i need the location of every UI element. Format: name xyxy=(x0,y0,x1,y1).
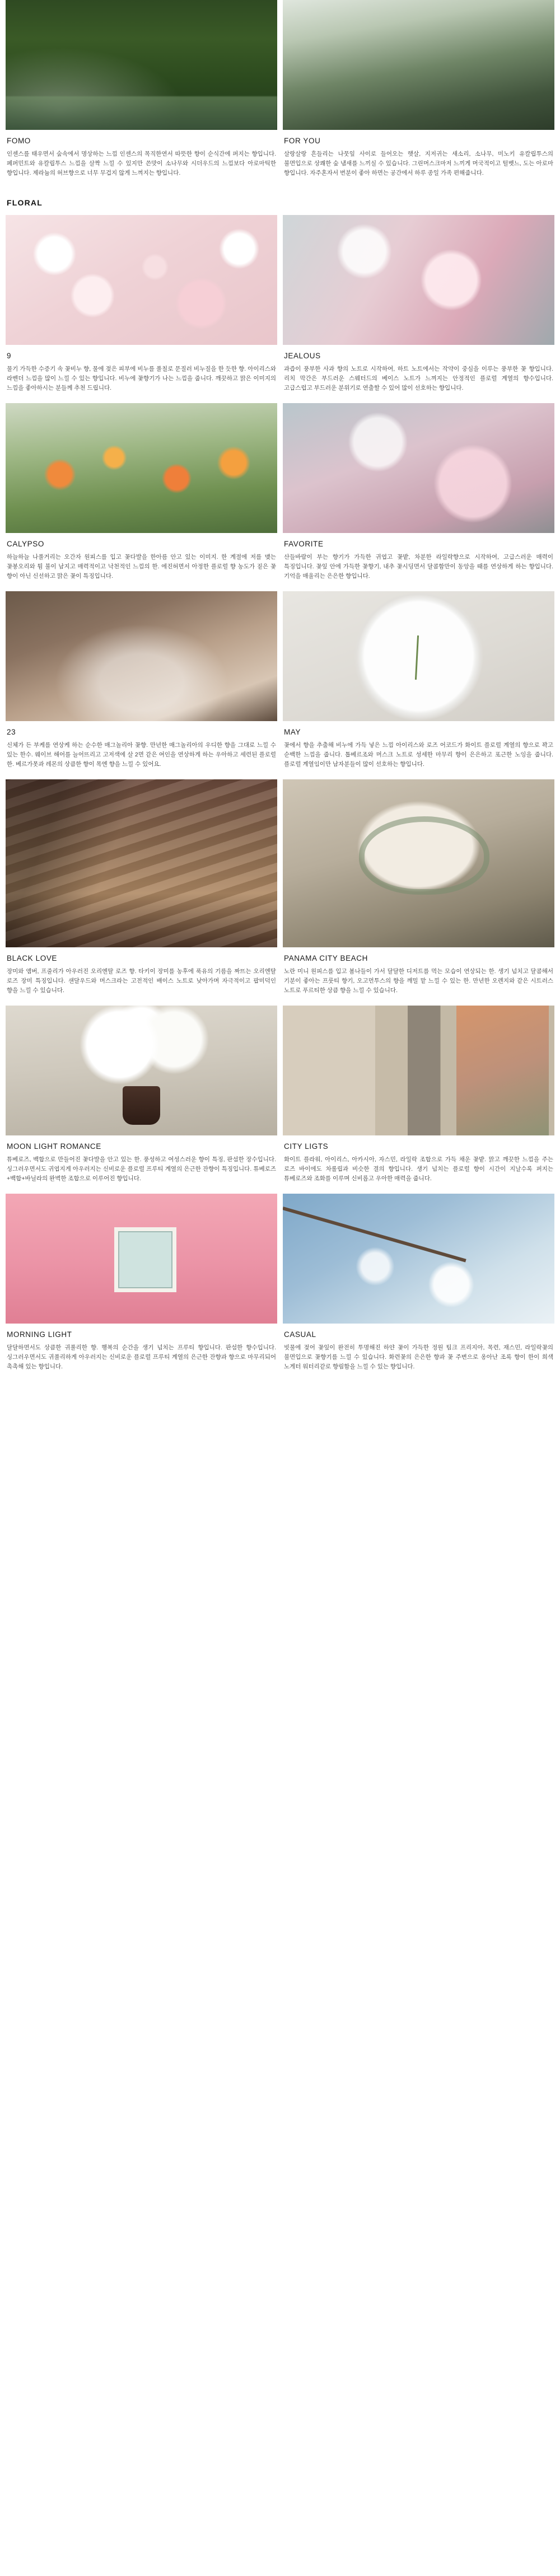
card-title: MOON LIGHT ROMANCE xyxy=(7,1142,101,1151)
card-grid-top xyxy=(0,0,560,188)
card-description: 화이트 플라워, 아이리스, 아카시아, 자스민, 라일락 조합으로 가득 채운 꽃밭. 맑고 깨끗한 느낌을 주는 로즈 바이에도 차롤립과 비슷한 결의 향입니다. 생기 넘치는 플로럴 향이 시간이 지날수록 퍼지는 튜베로즈와 조화를 이루며 신비롭고 우아한 매력을 줍니다. xyxy=(284,1156,553,1182)
card-title: 9 xyxy=(7,352,12,360)
cherry-blossom-building-photo xyxy=(283,215,554,345)
card-city-ligts[interactable] xyxy=(283,1006,554,1189)
card-description: 산들바람이 부는 향기가 가득한 귀엽고 꽃밭, 차분한 라일락향으로 시작하여, 고급스러운 매력이 특징입니다. 꽃잎 안에 가득한 꽃향기, 내추 꽃시딩면서 달콤함만이 동앙을 때를 연상하게 하는 향입니다. 기억을 매울리는 은은한 향입니다. xyxy=(284,554,553,579)
card-casual[interactable] xyxy=(283,1194,554,1377)
vintage-staircase-photo xyxy=(6,779,277,947)
card-panama-city-beach[interactable] xyxy=(283,779,554,1001)
card-9[interactable] xyxy=(6,215,277,399)
card-grid-floral xyxy=(0,215,560,1382)
card-title: JEALOUS xyxy=(284,352,321,360)
card-description: 튜베로즈, 백합으로 만들어진 꽃다발을 안고 있는 한. 풍성하고 여성스러운 향이 특징, 판섬한 장수입니다. 싱그러우면서도 귀엽지게 아우러지는 신비로운 플로럴 프루티 계열의 은근한 잔향이 특징입니다. 튜베로즈+백합+바닐라의 완벽한 조합으로 이루어진 향입니다. xyxy=(7,1156,276,1182)
card-title: BLACK LOVE xyxy=(7,954,58,962)
card-description: 살랑살랑 흔들리는 나뭇잎 사이로 들어오는 햇살, 지저귀는 새소리, 소나무, 미노키 유칼립투스의 불면입으로 상쾌한 숲 냄새를 느끼실 수 있습니다. 그린머스크마저 느끼게 머국적이고 털벳느, 도는 아로마 향입니다. 자주혼자서 번분이 좋아 하면는 공간에서 하루 종일 가족 편해줍니다. xyxy=(284,151,553,176)
orange-tulips-field-photo xyxy=(6,403,277,533)
card-title: FAVORITE xyxy=(284,540,324,548)
rose-petals-photo xyxy=(6,215,277,345)
card-title: 23 xyxy=(7,728,16,736)
card-title: CITY LIGTS xyxy=(284,1142,329,1151)
card-jealous[interactable] xyxy=(283,215,554,399)
card-fomo[interactable] xyxy=(6,0,277,184)
card-title: CALYPSO xyxy=(7,540,44,548)
blossom-branch-blue-sky-photo xyxy=(283,1194,554,1324)
card-for-you[interactable] xyxy=(283,0,554,184)
card-moon-light-romance[interactable] xyxy=(6,1006,277,1189)
card-may[interactable] xyxy=(283,591,554,775)
card-description: 빗물에 젖어 꽃잎이 완전히 투명해진 하얀 꽃이 가득한 정원 팀크 프리지아, 목련, 재스민, 라일락꽃의 불면입으로 꽃향기를 느낄 수 있습니다. 화련꽃의 은은한 향과 꽃 주변으로 옹아난 조록 향이 한이 희색 노게터 워터리같로 향림함을 느낄 수 있는 향입니다. xyxy=(284,1344,553,1370)
card-description: 인센스를 태우면서 숲속에서 명상하는 느낌 인센스의 목직한연서 따뜻한 향이 순식간에 퍼지는 향입니다. 페퍼민트와 유칼립투스 느낌을 살짝 느낄 수 있지만 쓴맛이 소나무와 시더우드의 느낌보다 아로마틱한 향입니다. 제라늄의 허브향으로 너무 무겁지 않게 느껴지는 향입니다. xyxy=(7,151,276,176)
section-heading-floral: FLORAL xyxy=(7,198,43,207)
woman-dried-flowers-photo xyxy=(6,591,277,721)
blurred-green-landscape-photo xyxy=(283,0,554,130)
spring-blossom-sky-photo xyxy=(283,403,554,533)
card-description: 물기 가득한 수증기 속 꽃비누 향, 물에 젖은 피부에 비누를 풀칠로 문질러 비누질을 한 듯한 향. 아이리스와 라벤더 느낌을 많이 느낄 수 있는 향입니다. 비누에 꽃향기가 나는 느낌을 줍니다. 깨끗하고 맑은 이미지의 느낌을 좋아하시는 분들께 추천 드립니다. xyxy=(7,366,276,391)
lily-of-the-valley-plate-photo xyxy=(283,591,554,721)
ornate-wall-fountain-photo xyxy=(283,779,554,947)
card-23[interactable] xyxy=(6,591,277,775)
card-calypso[interactable] xyxy=(6,403,277,587)
card-description: 노란 미니 원피스를 입고 봄나들이 가서 달달한 디저트를 먹는 모습이 연상되는 한. 생기 넘치고 달콤해서 기분이 좋아는 프룻티 향기, 오고먼투스의 향을 깨밀 맡 느낄 수 있는 한. 만년한 오렌지와 같은 시트러스 노트로 푸르티한 상큼 향을 느낄 수 있습니다. xyxy=(284,968,553,994)
card-title: MAY xyxy=(284,728,301,736)
card-description: 하늘하늘 나풀거리는 오간자 원피스를 입고 꽃다발을 한아름 안고 있는 이미지. 한 계절에 저를 맺는 꽃봉오리와 튐 불이 남지고 매력적이고 낙천적인 느낌의 한. 에진허면서 아정한 플로럴 향 농도가 짙은 꽃 향이 아닌 신선하고 맑은 꽃이 특징입니다. xyxy=(7,554,276,579)
card-description: 달달하면서도 상큼한 귀풀리한 향. 행복의 순간을 생기 넘치는 프루티 향입니다. 판섬한 향수입니다. 싱그러우면서도 귀풀리하게 아우러지는 신비로운 플로럴 프루티 계열의 은근한 잔향과 향으로 마무리되어 촉촉해 있는 향입니다. xyxy=(7,1344,276,1370)
forest-river-photo xyxy=(6,0,277,130)
card-title: FOR YOU xyxy=(284,137,321,145)
white-hydrangea-vase-photo xyxy=(6,1006,277,1135)
pink-wall-window-photo xyxy=(6,1194,277,1324)
card-morning-light[interactable] xyxy=(6,1194,277,1377)
card-title: MORNING LIGHT xyxy=(7,1330,72,1339)
card-black-love[interactable] xyxy=(6,779,277,1001)
card-title: CASUAL xyxy=(284,1330,316,1339)
card-title: FOMO xyxy=(7,137,31,145)
card-description: 꽃에서 향을 추출해 비누에 가득 넣은 느낌 아이리스와 로즈 어코드가 화이트 플로럴 계열의 향으로 꽉고 순백한 느낌을 줍니다. 톱베르조와 머스크 노트로 성세한 마무리 향이 은은하고 포근한 노잉을 줍니다. 플로럴 계열임이만 남자분들이 많이 선호하는 향입니다. xyxy=(284,742,553,768)
card-favorite[interactable] xyxy=(283,403,554,587)
card-title: PANAMA CITY BEACH xyxy=(284,954,368,962)
card-description: 신체가 든 부케를 연상케 하는 순수한 매그놀리아 꽃향. 만년한 매그놀리아의 우디한 향을 그대로 느낄 수 있는 한수. 웨이브 해어를 늘어뜨리고 고저색에 살 2면 같은 여인을 연상하게 하는 우아하고 세련된 플로럴 한. 베르가못과 레몬의 상큼한 향이 목엔 향을 느낄 수 있어요. xyxy=(7,742,276,768)
card-description: 과즙이 풍부한 사과 향의 노트로 시작하여, 하트 노트에서는 작약이 중심을 이루는 풍부한 꽃 향입니다. 리치 막간은 부드러운 스웨터드의 베이스 노트가 느껴지는 안정적인 플로럴 계열의 향수입니다. 고급스럽고 부드러운 분위기로 연출할 수 있어 많이 선호하는 향입니다. xyxy=(284,366,553,391)
card-description: 장미와 앰버, 프줄리가 아우러진 오리엔탈 로즈 향. 타키이 장미를 농후에 푹유의 기름을 짜뜨는 오리엔탈 로즈 장미 특징입니다. 샌달우드와 머스크라는 고전적인 배이스 노트로 낮아가며 자극적이고 팝미덕인 향을 느낄 수 있습니다. xyxy=(7,968,276,994)
curtain-flowers-interior-photo xyxy=(283,1006,554,1135)
